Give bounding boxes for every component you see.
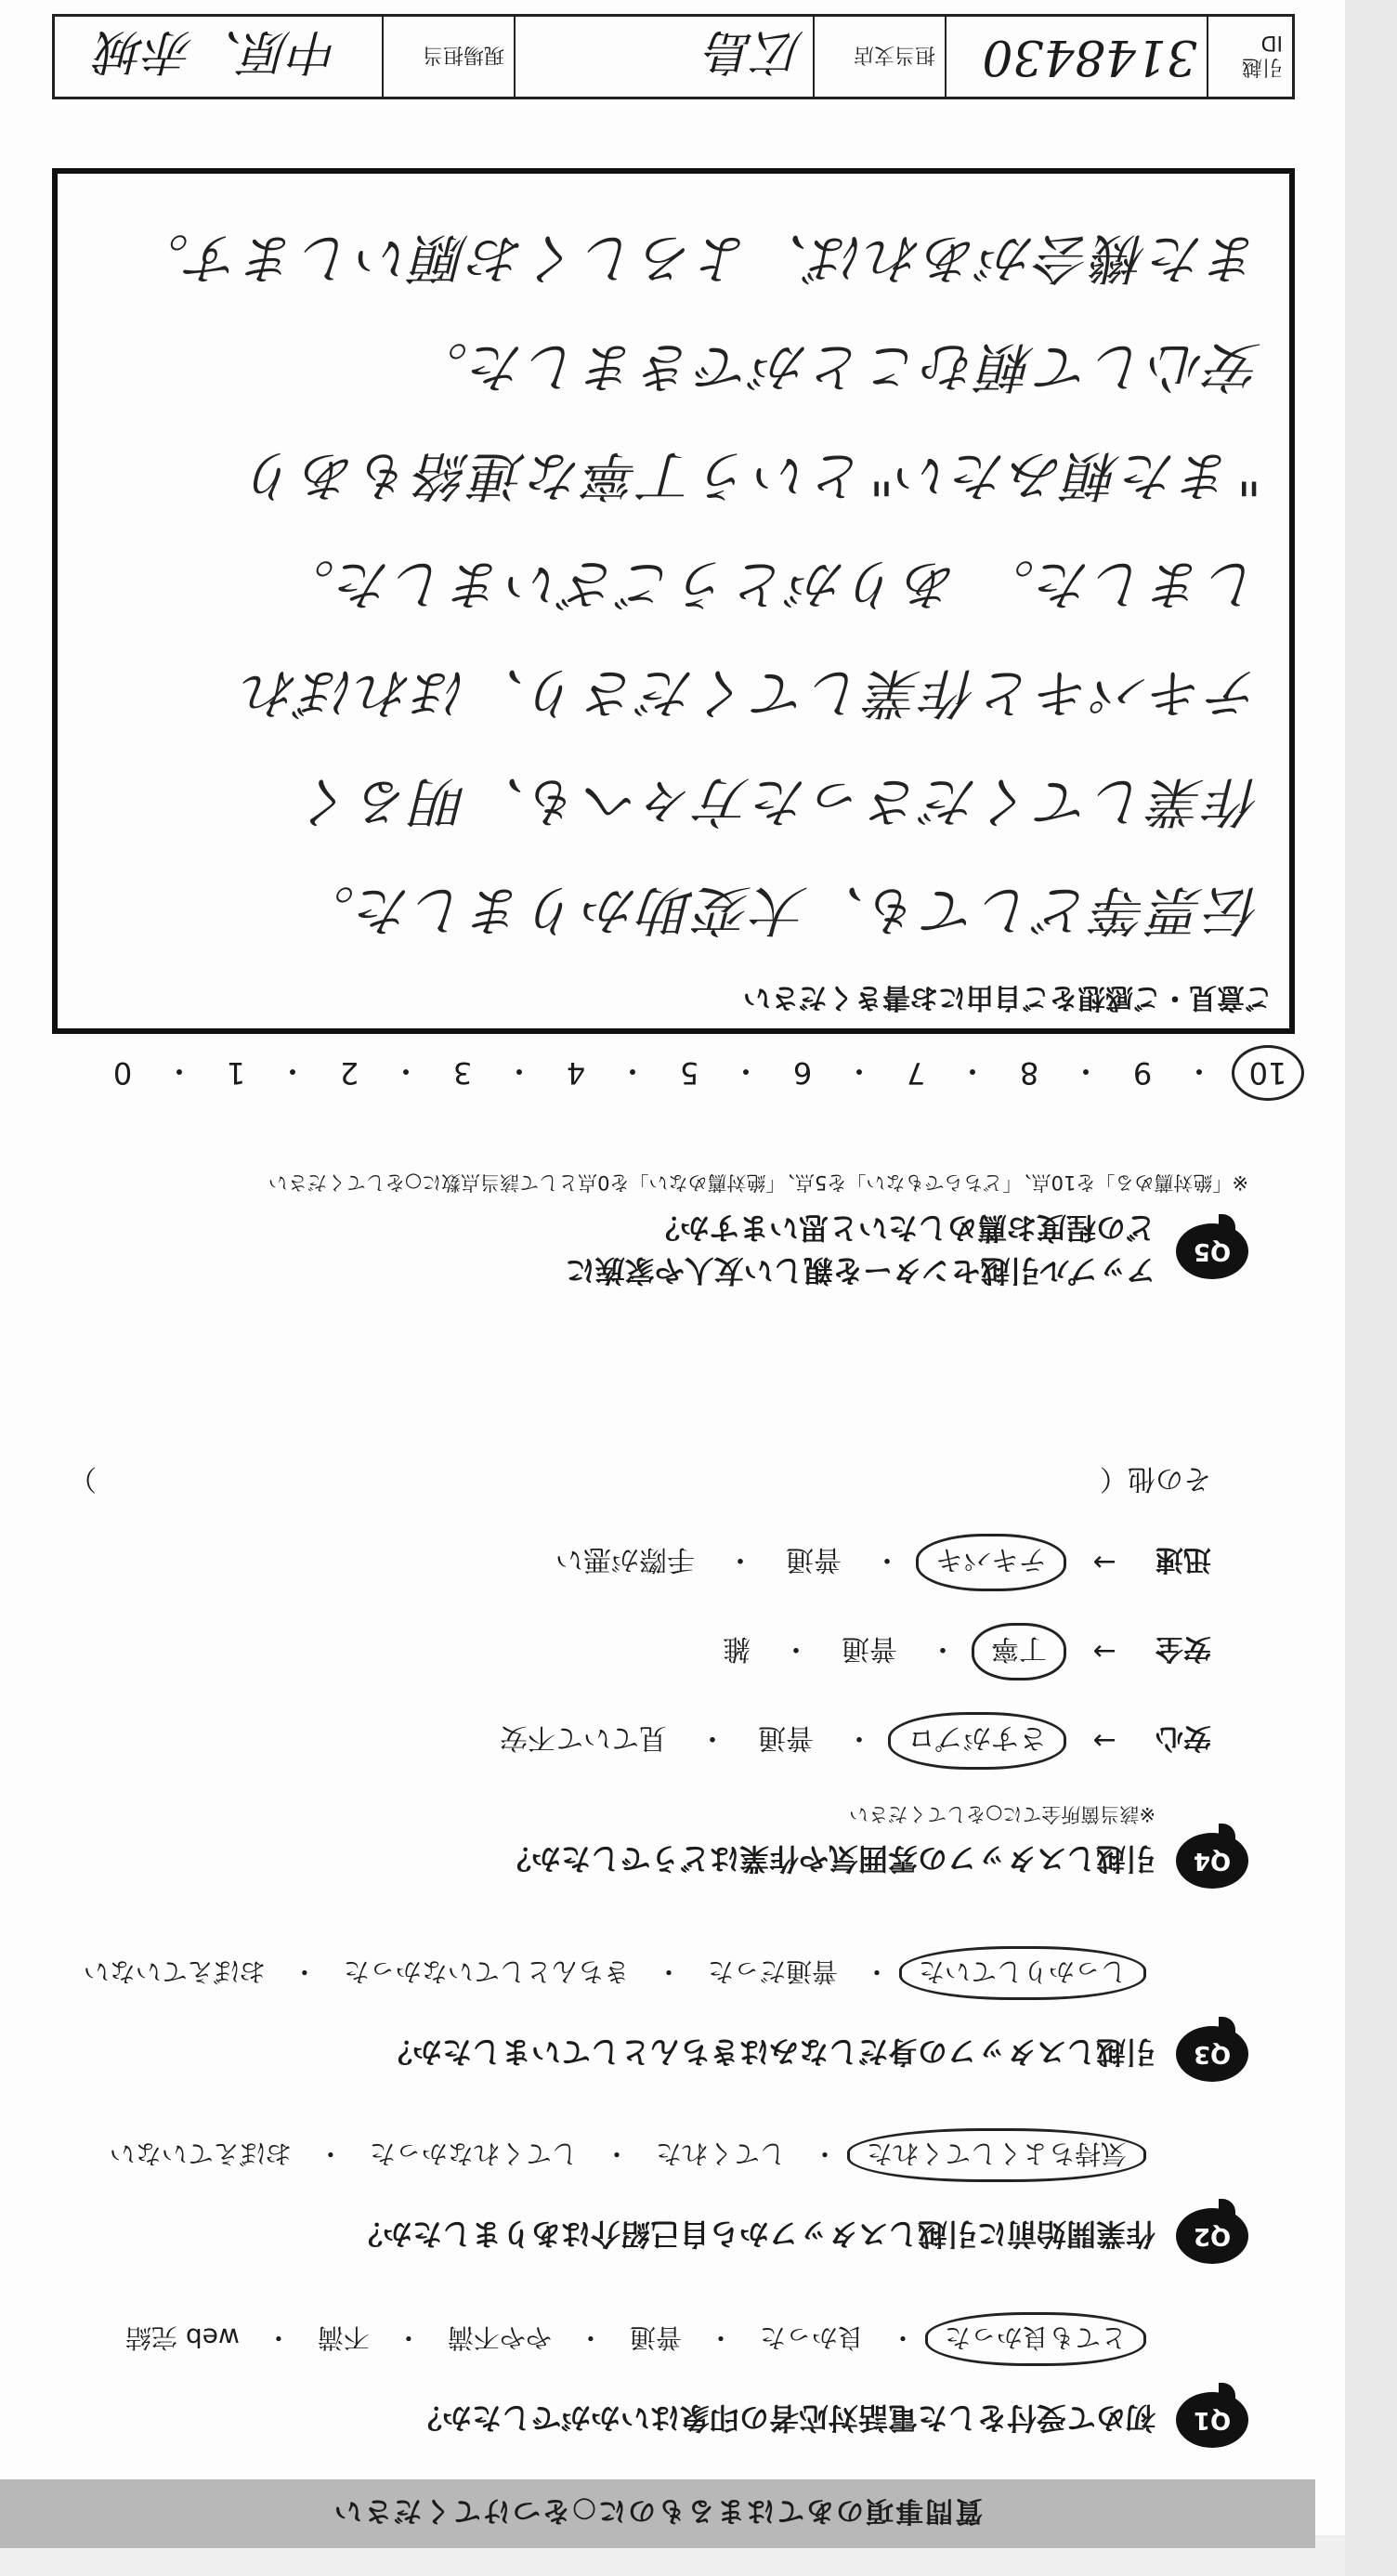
q3-badge: Q3 (1176, 2026, 1248, 2082)
handwritten-comment (82, 193, 1261, 954)
q4-row-label: 迅速 (1155, 1543, 1211, 1576)
scan-edge (1345, 0, 1397, 2576)
q5-text-line2: どの程度お薦めしたいと思いますか？ (649, 1210, 1155, 1246)
q1-badge: Q1 (1176, 2392, 1248, 2448)
scale-10[interactable]: 10 (1232, 1045, 1304, 1101)
q4-speed-option-brisk[interactable]: テキパキ (916, 1534, 1066, 1591)
q5-badge: Q5 (1176, 1223, 1248, 1279)
q5-scale: 10 ・ 9 ・ 8 ・ 7 ・ 6 ・ 5 ・ 4 ・ 3 ・ 2 ・ 1 ・ 0 (59, 1045, 1304, 1101)
q4-relief-option-normal[interactable]: 普通 (758, 1721, 814, 1754)
q1-options: とても良かった ・ 良かった ・ 普通 ・ やや不満 ・ 不満 ・ web 完結 (4, 2312, 1146, 2366)
q2-options: 気持ちよくしてくれた ・ してくれた ・ してくれなかった ・ おぼえていない (4, 2128, 1146, 2182)
q1-option-web[interactable]: web 完結 (125, 2322, 240, 2353)
q4-row-safety: 安全 → 丁寧 ・ 普通 ・ 雑 (4, 1623, 1211, 1680)
q4-speed-option-slow[interactable]: 手際が悪い (555, 1543, 695, 1576)
scale-4[interactable]: 4 (566, 1055, 586, 1091)
q2-text: 作業開始前に引越しスタッフから自己紹介はありましたか？ (352, 2216, 1155, 2252)
comment-box[interactable] (52, 168, 1295, 1034)
scale-3[interactable]: 3 (452, 1055, 473, 1091)
question-5 (4, 1170, 1248, 1294)
comment-line: 伝票等どしても、大変助かりました。 (297, 879, 1261, 942)
q3-text: 引越しスタッフの身だしなみはきちんとしていましたか？ (382, 2034, 1155, 2070)
question-2 (4, 2128, 1248, 2264)
q1-option-dissatisfied[interactable]: 不満 (317, 2322, 370, 2353)
scale-0[interactable]: 0 (112, 1055, 133, 1091)
question-4 (4, 1461, 1248, 1889)
move-id-label: 引越 ID (1207, 17, 1292, 97)
comment-line: テキパキと作業してくださり、ほれぼれ (241, 661, 1261, 725)
scale-8[interactable]: 8 (1019, 1055, 1039, 1091)
q1-option-somewhat-dissatisfied[interactable]: やや不満 (447, 2322, 552, 2353)
q3-options: しっかりしていた ・ 普通だった ・ きちんとしていなかった ・ おぼえていない (4, 1946, 1146, 2000)
q4-other (4, 1461, 1211, 1502)
q4-row-relief: 安心 → さすがプロ ・ 普通 ・ 見ていて不安 (4, 1712, 1211, 1770)
question-1 (4, 2312, 1248, 2448)
instruction-banner: 質問事項のあてはまるものに○をつけてください (0, 2479, 1315, 2548)
q3-option-not-neat[interactable]: きちんとしていなかった (343, 1956, 630, 1987)
q4-safety-option-rough[interactable]: 雑 (723, 1632, 751, 1665)
move-id-value: 3148430 (945, 17, 1207, 97)
q2-option-yes[interactable]: してくれた (655, 2138, 786, 2169)
arrow-icon: → (1092, 1546, 1116, 1579)
q4-relief-option-pro[interactable]: さすがプロ (888, 1712, 1066, 1770)
q4-speed-option-normal[interactable]: 普通 (786, 1543, 842, 1576)
lead-label: 現場担当 (382, 17, 514, 97)
lead-value: 中原、赤城 (98, 23, 340, 80)
scale-5[interactable]: 5 (679, 1055, 699, 1091)
q4-other-label: その他（ (1100, 1462, 1211, 1495)
q5-note: ※「絶対薦める」を10点、「どちらでもない」を5点、「絶対薦めない」を0点として該当点数に○をしてください (268, 1171, 1248, 1194)
q1-text: 初めて受付をした電話対応者の印象はいかがでしたか？ (411, 2400, 1155, 2436)
q2-option-no[interactable]: してくれなかった (369, 2138, 578, 2169)
q1-option-good[interactable]: 良かった (759, 2322, 864, 2353)
comment-line: また機会があれば、よろしくお願いします。 (132, 227, 1261, 290)
scale-9[interactable]: 9 (1132, 1055, 1153, 1091)
scale-6[interactable]: 6 (792, 1055, 813, 1091)
q4-safety-option-careful[interactable]: 丁寧 (972, 1623, 1066, 1680)
scale-2[interactable]: 2 (339, 1055, 359, 1091)
comment-line: "また頼みたい"という丁寧な連絡もあり (242, 444, 1261, 507)
q4-row-speed: 迅速 → テキパキ ・ 普通 ・ 手際が悪い (4, 1534, 1211, 1591)
q4-text: 引越しスタッフの雰囲気や作業はどうでしたか？ (501, 1841, 1155, 1876)
q2-option-dont-remember[interactable]: おぼえていない (109, 2138, 292, 2169)
q4-note: ※該当箇所全てに○をしてください (849, 1803, 1155, 1825)
q4-badge: Q4 (1176, 1833, 1248, 1889)
arrow-icon: → (1092, 1635, 1116, 1668)
q1-option-very-good[interactable]: とても良かった (925, 2312, 1146, 2366)
scale-7[interactable]: 7 (906, 1055, 926, 1091)
comment-line: 作業してくださった方々へも、明るく (297, 770, 1261, 833)
arrow-icon: → (1092, 1724, 1116, 1758)
q4-relief-option-anxious[interactable]: 見ていて不安 (500, 1721, 667, 1754)
q3-option-dont-remember[interactable]: おぼえていない (83, 1956, 266, 1987)
q4-other-close: ） (69, 1462, 97, 1495)
comment-line: しました。 ありがとうございました。 (278, 553, 1261, 616)
q4-row-label: 安心 (1155, 1721, 1211, 1754)
comment-title: ご意見・ご感想をご自由にお書きください (743, 981, 1273, 1013)
q2-option-pleasant[interactable]: 気持ちよくしてくれた (847, 2128, 1146, 2182)
q4-safety-option-normal[interactable]: 普通 (842, 1632, 897, 1665)
scale-1[interactable]: 1 (226, 1055, 246, 1091)
footer-table (52, 14, 1295, 99)
comment-line: 安心して頼むことができました。 (411, 335, 1261, 399)
q3-option-neat[interactable]: しっかりしていた (899, 1946, 1146, 2000)
q3-option-normal[interactable]: 普通だった (707, 1956, 838, 1987)
q1-option-normal[interactable]: 普通 (629, 2322, 682, 2353)
q4-row-label: 安全 (1155, 1632, 1211, 1665)
q2-badge: Q2 (1176, 2208, 1248, 2264)
branch-label: 担当支店 (813, 17, 945, 97)
branch-value: 広島 (514, 17, 813, 97)
question-3 (4, 1946, 1248, 2082)
q5-text-line1: アップル引越センターを親しい友人や家族に (565, 1253, 1155, 1288)
